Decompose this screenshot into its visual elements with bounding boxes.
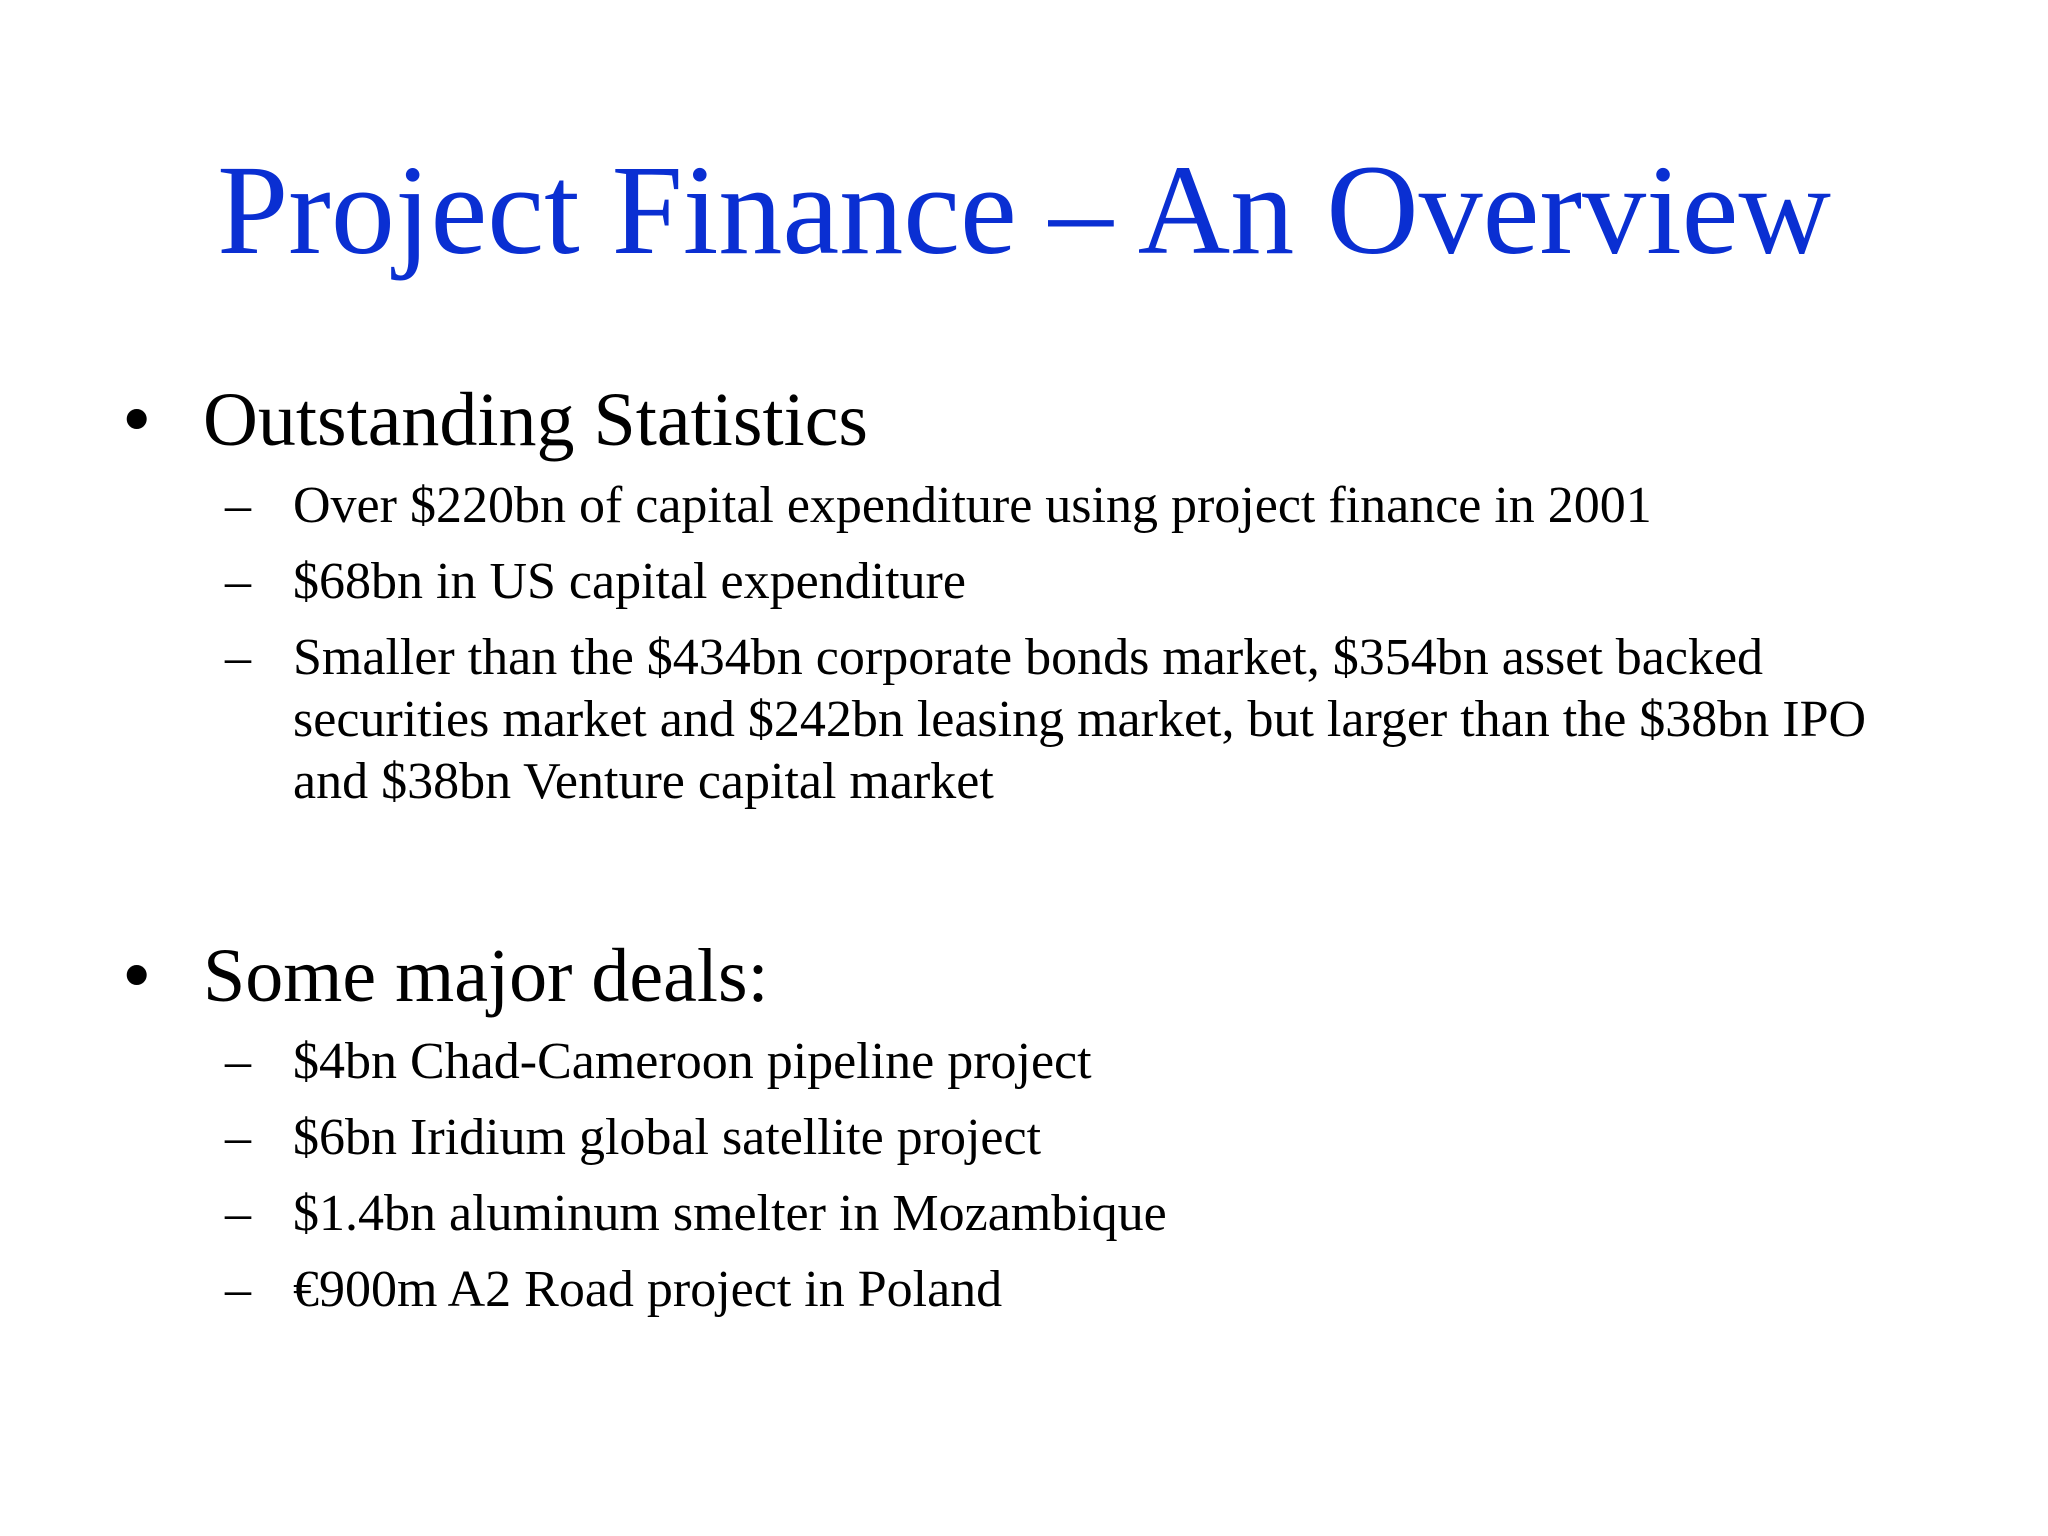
section-outstanding-statistics bbox=[0, 372, 2048, 810]
bullet-dot-icon: • bbox=[122, 373, 152, 466]
dash-icon: – bbox=[225, 477, 251, 534]
sub-item bbox=[0, 1024, 2048, 1100]
dash-icon: – bbox=[225, 1261, 251, 1318]
bullet-heading: Some major deals: bbox=[203, 934, 769, 1018]
bullet-item bbox=[0, 928, 2048, 1024]
sub-list bbox=[0, 468, 2048, 810]
sub-item bbox=[0, 1100, 2048, 1176]
bullet-dot-icon: • bbox=[122, 929, 152, 1022]
slide-title: Project Finance – An Overview bbox=[217, 139, 1831, 281]
sub-list bbox=[0, 1024, 2048, 1328]
sub-item-text: $68bn in US capital expenditure bbox=[293, 553, 966, 610]
dash-icon: – bbox=[225, 629, 251, 686]
sub-item-text: $6bn Iridium global satellite project bbox=[293, 1109, 1042, 1166]
bullet-heading: Outstanding Statistics bbox=[203, 378, 868, 462]
sub-item-text: Smaller than the $434bn corporate bonds market, $354bn asset backed securities market and $242bn leasing market, but larger than the $38bn IPO and $38bn Venture capital market bbox=[293, 629, 1867, 810]
section-major-deals bbox=[0, 928, 2048, 1328]
sub-item-text: Over $220bn of capital expenditure using project finance in 2001 bbox=[293, 477, 1652, 534]
dash-icon: – bbox=[225, 553, 251, 610]
sub-item-text: $4bn Chad-Cameroon pipeline project bbox=[293, 1033, 1092, 1090]
dash-icon: – bbox=[225, 1185, 251, 1242]
bullet-item bbox=[0, 372, 2048, 468]
dash-icon: – bbox=[225, 1109, 251, 1166]
sub-item bbox=[0, 620, 2048, 810]
sub-item bbox=[0, 1176, 2048, 1252]
sub-item bbox=[0, 544, 2048, 620]
sub-item bbox=[0, 468, 2048, 544]
dash-icon: – bbox=[225, 1033, 251, 1090]
sub-item bbox=[0, 1252, 2048, 1328]
sub-item-text: €900m A2 Road project in Poland bbox=[293, 1261, 1003, 1318]
sub-item-text: $1.4bn aluminum smelter in Mozambique bbox=[293, 1185, 1167, 1242]
